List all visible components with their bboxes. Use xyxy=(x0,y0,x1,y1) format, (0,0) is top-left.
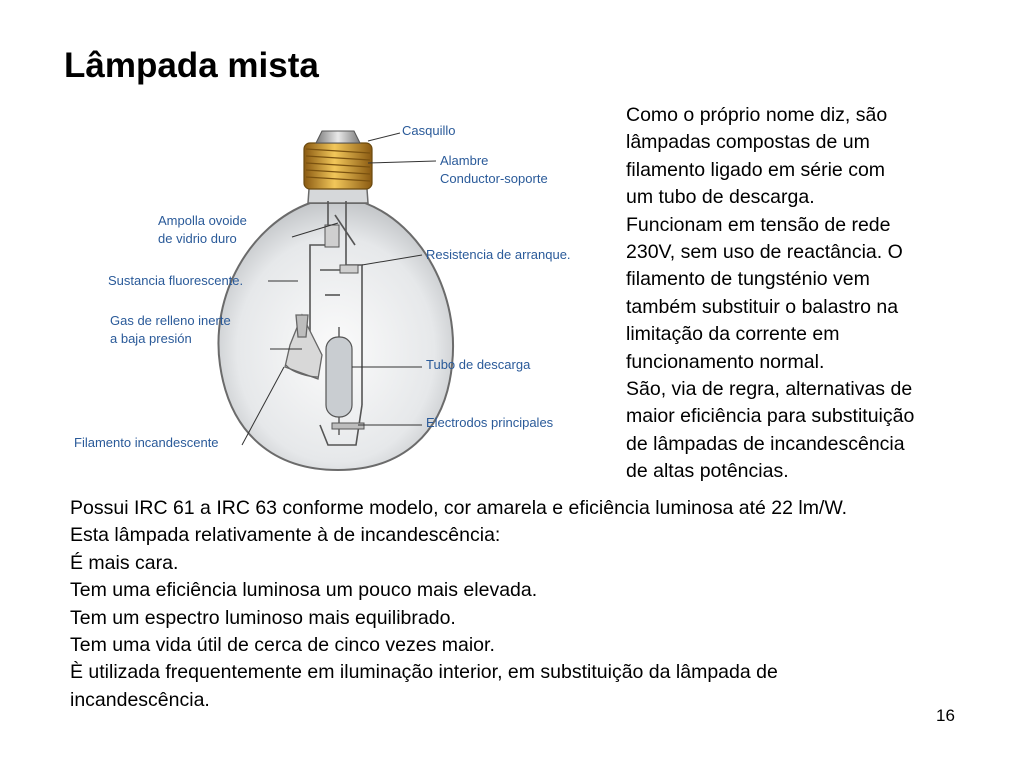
slide-title: Lâmpada mista xyxy=(64,46,319,85)
side-line: de lâmpadas de incandescência xyxy=(626,432,905,455)
connector-block xyxy=(340,265,358,273)
label-ampolla-1: Ampolla ovoide xyxy=(158,213,247,228)
side-line: 230V, sem uso de reactância. O xyxy=(626,241,903,264)
label-ampolla-2: de vidrio duro xyxy=(158,231,237,246)
body-description xyxy=(70,495,1010,714)
lamp-diagram xyxy=(70,105,610,485)
label-casquillo: Casquillo xyxy=(402,123,456,138)
side-line: um tubo de descarga. xyxy=(626,186,815,209)
label-resistencia: Resistencia de arranque. xyxy=(426,247,571,262)
side-line: lâmpadas compostas de um xyxy=(626,131,870,154)
label-sustancia: Sustancia fluorescente. xyxy=(108,273,244,288)
side-line: Como o próprio nome diz, são xyxy=(626,104,888,126)
label-conductor-soporte: Conductor-soporte xyxy=(440,171,548,186)
page-number: 16 xyxy=(936,706,955,725)
side-line: filamento ligado em série com xyxy=(626,158,886,181)
label-filamento: Filamento incandescente xyxy=(74,435,219,450)
label-gas-2: a baja presión xyxy=(110,331,192,346)
body-line: Tem uma eficiência luminosa um pouco mais elevada. xyxy=(70,579,538,602)
side-line: São, via de regra, alternativas de xyxy=(626,378,913,401)
side-line: limitação da corrente em xyxy=(626,323,840,346)
side-line: funcionamento normal. xyxy=(626,350,825,373)
body-line: È utilizada frequentemente em iluminação interior, em substituição da lâmpada de xyxy=(70,661,778,684)
body-line: Tem uma vida útil de cerca de cinco vezes maior. xyxy=(70,634,495,657)
resistor xyxy=(325,225,339,247)
label-gas-1: Gas de relleno inerte xyxy=(110,313,231,328)
body-line: incandescência. xyxy=(70,688,210,711)
side-line: maior eficiência para substituição xyxy=(626,405,915,428)
side-line: também substituir o balastro na xyxy=(626,295,899,318)
side-line: Funcionam em tensão de rede xyxy=(626,213,891,236)
label-alambre: Alambre xyxy=(440,153,489,168)
label-electrodos: Electrodos principales xyxy=(426,415,554,430)
side-description xyxy=(626,102,986,486)
body-line: É mais cara. xyxy=(70,551,179,574)
side-line: filamento de tungsténio vem xyxy=(626,268,870,291)
lamp-illustration xyxy=(70,105,610,485)
side-line: de altas potências. xyxy=(626,460,789,483)
base-contact xyxy=(316,131,360,143)
body-line: Esta lâmpada relativamente à de incandescência: xyxy=(70,524,501,547)
body-line: Possui IRC 61 a IRC 63 conforme modelo, cor amarela e eficiência luminosa até 22 lm/W. xyxy=(70,497,848,519)
label-tubo: Tubo de descarga xyxy=(426,357,531,372)
body-line: Tem um espectro luminoso mais equilibrado. xyxy=(70,606,456,629)
